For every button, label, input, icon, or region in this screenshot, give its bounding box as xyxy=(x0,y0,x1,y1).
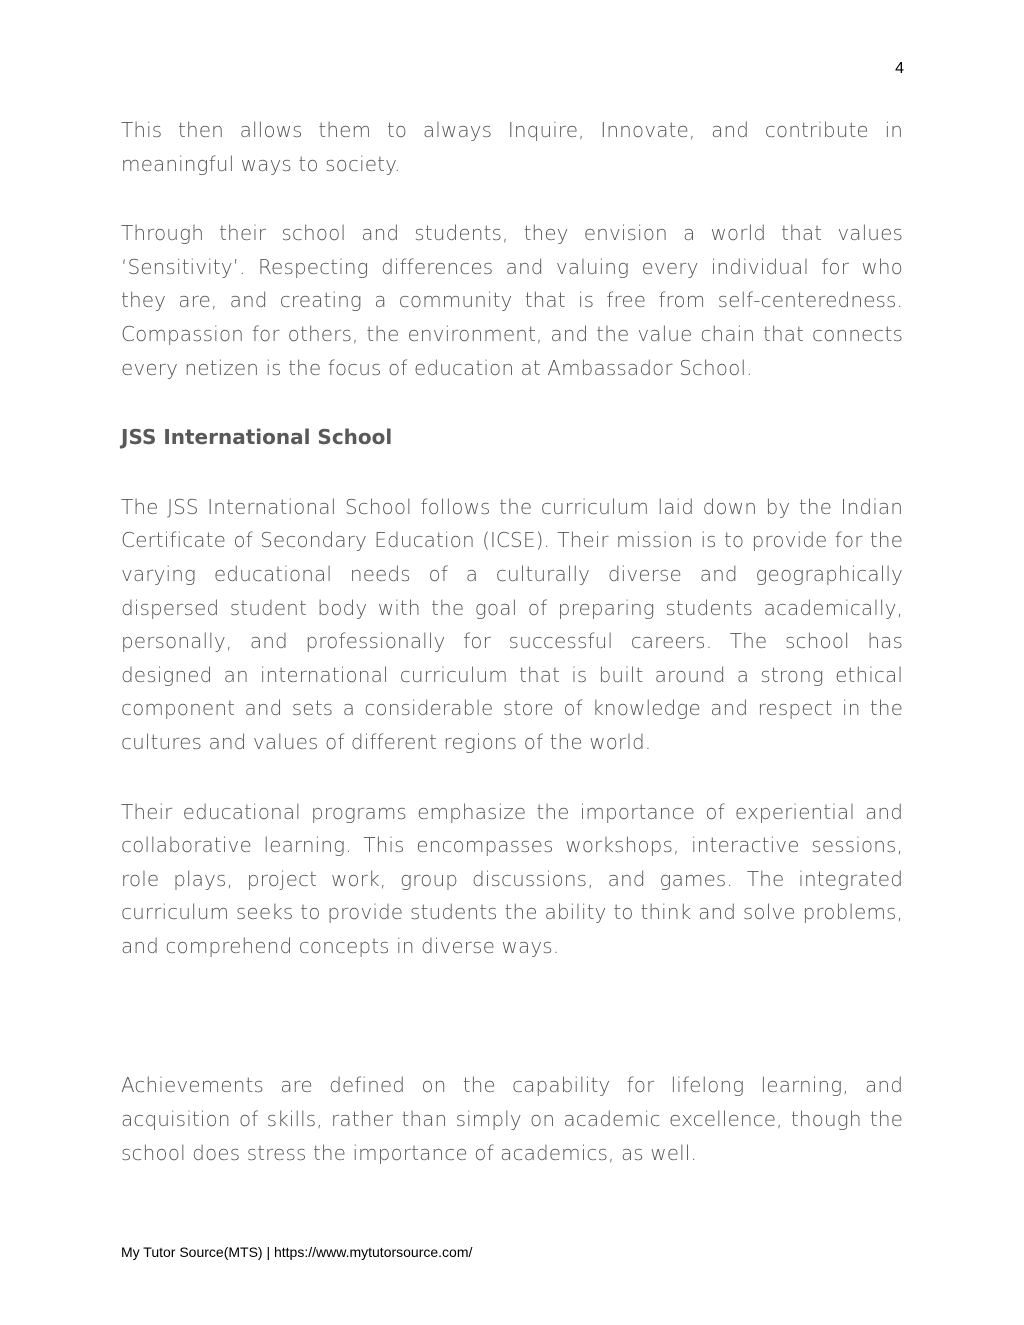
paragraph-sensitivity: Through their school and students, they envision a world that values ‘Sensitivity’. Respecting differences and valuing every individual for who they are, and creating a community that is free from self-centeredness. Compassion for others, the environment, and the value chain that connects every netizen is the focus of education at Ambassador School. xyxy=(121,221,903,380)
paragraph-educational-programs: Their educational programs emphasize the importance of experiential and collaborative learning. This encompasses workshops, interactive sessions, role plays, project work, group discussions, and games. The integrated curriculum seeks to provide students the ability to think and solve problems, and comprehend concepts in diverse ways. xyxy=(121,799,903,958)
paragraph-society: This then allows them to always Inquire, Innovate, and contribute in meaningful ways to society. xyxy=(121,118,903,176)
section-heading-jss: JSS International School xyxy=(121,425,393,450)
paragraph-jss-curriculum: The JSS International School follows the curriculum laid down by the Indian Certificate of Secondary Education (ICSE). Their mission is to provide for the varying educational needs of a culturally diverse and geographically dispersed student body with the goal of preparing students academically, personally, and professionally for successful careers. The school has designed an international curriculum that is built around a strong ethical component and sets a considerable store of knowledge and respect in the cultures and values of different regions of the world. xyxy=(121,494,903,754)
page-footer: My Tutor Source(MTS) | https://www.mytutorsource.com/ xyxy=(121,1244,473,1260)
paragraph-achievements: Achievements are defined on the capability for lifelong learning, and acquisition of skills, rather than simply on academic excellence, though the school does stress the importance of academics, as well. xyxy=(121,1073,903,1165)
page-number: 4 xyxy=(895,60,904,77)
document-body xyxy=(121,114,903,1170)
